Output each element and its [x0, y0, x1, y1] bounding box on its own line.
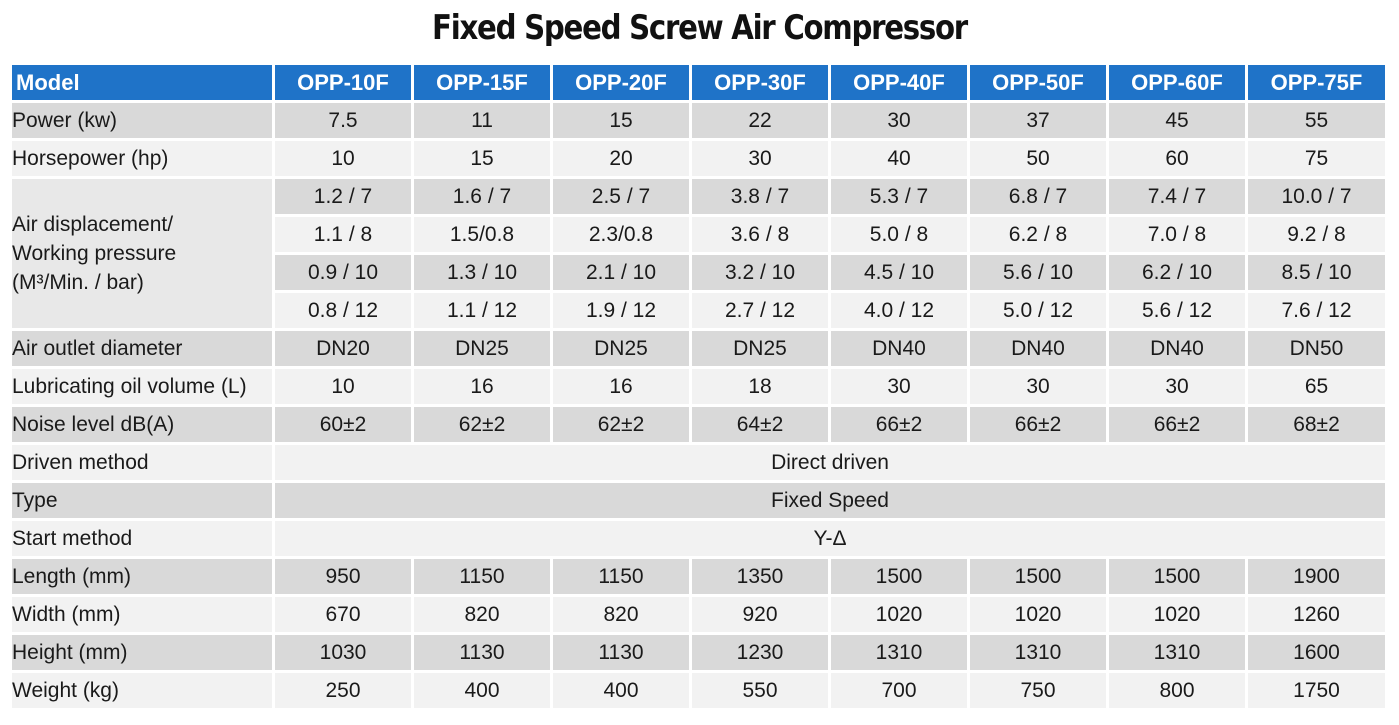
row-label: Air outlet diameter	[12, 331, 272, 366]
table-row	[12, 407, 1385, 442]
table-cell: 7.4 / 7	[1109, 179, 1245, 214]
model-cell: OPP-75F	[1248, 65, 1385, 100]
table-cell: 1020	[1109, 597, 1245, 632]
table-cell: 1.2 / 7	[275, 179, 411, 214]
table-cell: 30	[1109, 369, 1245, 404]
table-cell: 1230	[692, 635, 828, 670]
row-label-line: Working pressure	[12, 242, 177, 265]
table-cell: 9.2 / 8	[1248, 217, 1385, 252]
table-cell: 7.6 / 12	[1248, 293, 1385, 328]
table-cell: 1150	[414, 559, 550, 594]
table-cell: 30	[831, 369, 967, 404]
table-cell: 7.0 / 8	[1109, 217, 1245, 252]
table-cell: 6.2 / 8	[970, 217, 1106, 252]
table-cell: 5.3 / 7	[831, 179, 967, 214]
table-cell: 1.9 / 12	[553, 293, 689, 328]
table-cell: DN25	[553, 331, 689, 366]
table-cell: 1.6 / 7	[414, 179, 550, 214]
spec-table	[9, 62, 1388, 711]
table-cell: 250	[275, 673, 411, 708]
model-header: Model	[12, 65, 272, 100]
merged-cell: Y-Δ	[275, 521, 1385, 556]
table-cell: 6.8 / 7	[970, 179, 1106, 214]
table-cell: 30	[970, 369, 1106, 404]
table-cell: 30	[692, 141, 828, 176]
table-row	[12, 179, 1385, 214]
table-cell: 0.8 / 12	[275, 293, 411, 328]
table-cell: 5.6 / 12	[1109, 293, 1245, 328]
table-cell: 2.3/0.8	[553, 217, 689, 252]
table-cell: 50	[970, 141, 1106, 176]
table-cell: 2.1 / 10	[553, 255, 689, 290]
table-cell: 670	[275, 597, 411, 632]
table-cell: 820	[414, 597, 550, 632]
table-row	[12, 103, 1385, 138]
table-row	[12, 673, 1385, 708]
table-row	[12, 635, 1385, 670]
table-cell: 68±2	[1248, 407, 1385, 442]
table-cell: 22	[692, 103, 828, 138]
table-cell: 950	[275, 559, 411, 594]
row-label: Driven method	[12, 445, 272, 480]
table-cell: 64±2	[692, 407, 828, 442]
header-row	[12, 65, 1385, 100]
table-cell: DN20	[275, 331, 411, 366]
table-cell: 20	[553, 141, 689, 176]
row-label: Start method	[12, 521, 272, 556]
table-cell: 1020	[970, 597, 1106, 632]
table-cell: 1350	[692, 559, 828, 594]
row-label: Height (mm)	[12, 635, 272, 670]
table-cell: 1.1 / 12	[414, 293, 550, 328]
table-cell: 60±2	[275, 407, 411, 442]
table-cell: DN40	[1109, 331, 1245, 366]
table-cell: 750	[970, 673, 1106, 708]
table-cell: 16	[414, 369, 550, 404]
table-cell: 1130	[553, 635, 689, 670]
model-cell: OPP-30F	[692, 65, 828, 100]
table-cell: 45	[1109, 103, 1245, 138]
table-cell: 700	[831, 673, 967, 708]
table-cell: 0.9 / 10	[275, 255, 411, 290]
row-label: Horsepower (hp)	[12, 141, 272, 176]
table-cell: DN40	[970, 331, 1106, 366]
table-cell: 1500	[831, 559, 967, 594]
table-cell: 1750	[1248, 673, 1385, 708]
table-row	[12, 521, 1385, 556]
table-cell: 5.0 / 8	[831, 217, 967, 252]
model-cell: OPP-40F	[831, 65, 967, 100]
table-cell: 2.5 / 7	[553, 179, 689, 214]
row-label-line: (M³/Min. / bar)	[12, 271, 144, 294]
table-cell: 30	[831, 103, 967, 138]
table-cell: 1310	[831, 635, 967, 670]
table-cell: 8.5 / 10	[1248, 255, 1385, 290]
table-cell: 1260	[1248, 597, 1385, 632]
table-row	[12, 369, 1385, 404]
table-cell: 37	[970, 103, 1106, 138]
table-cell: DN40	[831, 331, 967, 366]
table-cell: 3.6 / 8	[692, 217, 828, 252]
table-cell: 1150	[553, 559, 689, 594]
table-cell: 920	[692, 597, 828, 632]
model-cell: OPP-20F	[553, 65, 689, 100]
table-cell: 16	[553, 369, 689, 404]
row-label: Width (mm)	[12, 597, 272, 632]
table-cell: 7.5	[275, 103, 411, 138]
table-cell: 5.0 / 12	[970, 293, 1106, 328]
row-label: Lubricating oil volume (L)	[12, 369, 272, 404]
table-cell: 66±2	[831, 407, 967, 442]
table-cell: 1310	[970, 635, 1106, 670]
table-cell: 15	[553, 103, 689, 138]
table-cell: 40	[831, 141, 967, 176]
model-cell: OPP-10F	[275, 65, 411, 100]
table-cell: 1900	[1248, 559, 1385, 594]
table-cell: 2.7 / 12	[692, 293, 828, 328]
table-cell: 550	[692, 673, 828, 708]
row-label: Length (mm)	[12, 559, 272, 594]
table-cell: 10.0 / 7	[1248, 179, 1385, 214]
table-cell: 820	[553, 597, 689, 632]
row-label-line: Air displacement/	[12, 213, 174, 236]
table-cell: 18	[692, 369, 828, 404]
table-cell: 6.2 / 10	[1109, 255, 1245, 290]
table-row	[12, 559, 1385, 594]
table-row	[12, 597, 1385, 632]
table-cell: 800	[1109, 673, 1245, 708]
table-cell: 75	[1248, 141, 1385, 176]
table-cell: 60	[1109, 141, 1245, 176]
table-cell: 1310	[1109, 635, 1245, 670]
table-cell: 1020	[831, 597, 967, 632]
page-title: Fixed Speed Screw Air Compressor	[432, 8, 967, 48]
table-cell: 66±2	[970, 407, 1106, 442]
table-cell: 15	[414, 141, 550, 176]
row-label: Weight (kg)	[12, 673, 272, 708]
table-row	[12, 483, 1385, 518]
table-cell: 66±2	[1109, 407, 1245, 442]
table-cell: 1.5/0.8	[414, 217, 550, 252]
table-row	[12, 331, 1385, 366]
table-cell: 400	[553, 673, 689, 708]
table-cell: 10	[275, 369, 411, 404]
table-cell: 400	[414, 673, 550, 708]
table-cell: 62±2	[553, 407, 689, 442]
table-cell: DN50	[1248, 331, 1385, 366]
table-cell: 11	[414, 103, 550, 138]
table-cell: 62±2	[414, 407, 550, 442]
table-cell: DN25	[692, 331, 828, 366]
table-row	[12, 141, 1385, 176]
table-cell: 3.8 / 7	[692, 179, 828, 214]
row-label: Noise level dB(A)	[12, 407, 272, 442]
air-displacement-label	[12, 179, 272, 328]
model-cell: OPP-60F	[1109, 65, 1245, 100]
table-cell: 4.5 / 10	[831, 255, 967, 290]
merged-cell: Direct driven	[275, 445, 1385, 480]
table-cell: 10	[275, 141, 411, 176]
table-cell: 1130	[414, 635, 550, 670]
table-cell: 1030	[275, 635, 411, 670]
table-cell: 1500	[970, 559, 1106, 594]
table-cell: 3.2 / 10	[692, 255, 828, 290]
table-cell: 55	[1248, 103, 1385, 138]
table-row	[12, 445, 1385, 480]
table-cell: 65	[1248, 369, 1385, 404]
row-label: Power (kw)	[12, 103, 272, 138]
table-cell: 4.0 / 12	[831, 293, 967, 328]
table-cell: 1.3 / 10	[414, 255, 550, 290]
model-cell: OPP-15F	[414, 65, 550, 100]
row-label: Type	[12, 483, 272, 518]
table-cell: 5.6 / 10	[970, 255, 1106, 290]
table-cell: 1500	[1109, 559, 1245, 594]
model-cell: OPP-50F	[970, 65, 1106, 100]
table-cell: 1.1 / 8	[275, 217, 411, 252]
table-cell: 1600	[1248, 635, 1385, 670]
merged-cell: Fixed Speed	[275, 483, 1385, 518]
table-cell: DN25	[414, 331, 550, 366]
